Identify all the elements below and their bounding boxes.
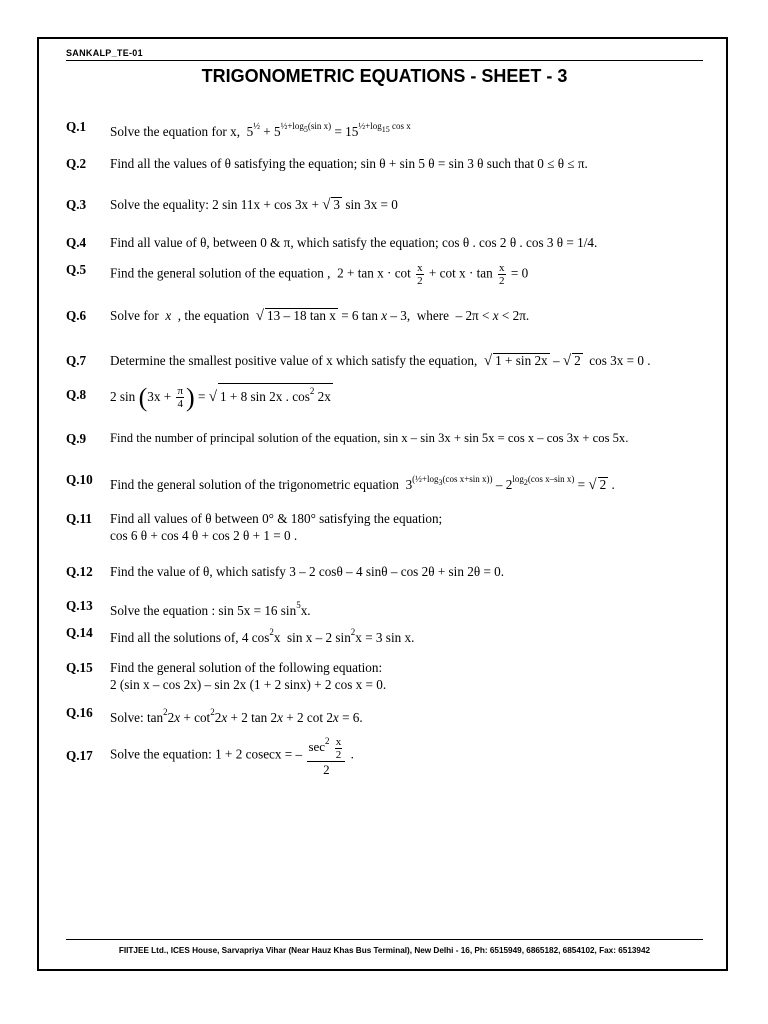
page-title: TRIGONOMETRIC EQUATIONS - SHEET - 3 bbox=[201, 66, 568, 86]
question-number: Q.6 bbox=[66, 308, 87, 323]
question-number: Q.9 bbox=[66, 431, 87, 446]
question-number: Q.17 bbox=[66, 748, 93, 763]
question-text: Find the number of principal solution of the equation, sin x – sin 3x + sin 5x = cos x – cos 3x + cos 5x. bbox=[110, 431, 629, 445]
question-text: Find the general solution of the equation , 2 + tan x · cot $\frac{x}{2}$ + cot x · tan $\frac{x}{2}$ = 0 bbox=[110, 262, 529, 287]
question-number: Q.11 bbox=[66, 511, 93, 526]
question-text: Find all value of θ, between 0 & π, which satisfy the equation; cos θ . cos 2 θ . cos 3 θ = 1/4. bbox=[110, 235, 598, 250]
question-text: Find the value of θ, which satisfy 3 – 2 cosθ – 4 sinθ – cos 2θ + sin 2θ = 0. bbox=[110, 564, 505, 579]
question-text: 2 sin (3x + $\frac{\pi}{4}$ ) = √ 1 + 8 sin 2x . $\cos^2 2x$ bbox=[110, 382, 331, 412]
sheet-code: SANKALP_TE-01 bbox=[66, 48, 143, 58]
question-number: Q.14 bbox=[66, 625, 93, 640]
question-text: Find all values of θ between 0° & 180° satisfying the equation; bbox=[110, 511, 443, 526]
question-text: Solve the equality: 2 sin 11x + cos 3x + √ 3 sin 3x = 0 bbox=[110, 197, 398, 213]
question-text: Solve for x , the equation √ 13 – 18 tan x = 6 tan x – 3, where – 2π < x < 2π. bbox=[110, 308, 530, 324]
question-text-line2: cos 6 θ + cos 4 θ + cos 2 θ + 1 = 0 . bbox=[110, 528, 298, 543]
footer-address: FIITJEE Ltd., ICES House, Sarvapriya Vihar (Near Hauz Khas Bus Terminal), New Delhi - 16, Ph: 6515949, 6865182, 6854102, Fax: 6513942 bbox=[118, 946, 651, 955]
question-number: Q.4 bbox=[66, 235, 87, 250]
question-text: Find all the values of θ satisfying the equation; sin θ + sin 5 θ = sin 3 θ such that 0 ≤ θ ≤ π. bbox=[110, 156, 588, 171]
question-number: Q.3 bbox=[66, 197, 87, 212]
question-text: Solve the equation: 1 + 2 cosecx = – $\sec^2$ $\frac{x}{2}$ 2 . bbox=[110, 735, 354, 777]
question-number: Q.8 bbox=[66, 387, 87, 402]
footer-rule bbox=[66, 939, 703, 940]
question-number: Q.12 bbox=[66, 564, 93, 579]
question-text: Find all the solutions of, 4 $\cos^2x$ sin x – 2 $\sin^2x = 3$ sin x. bbox=[110, 627, 415, 645]
question-text: Solve the equation for x, $5^{\frac{1}{2}} + 5^{\frac{1}{2}+log5(sin x)} = 15^{\frac{1}{2}+log15 cos x}$ bbox=[110, 121, 411, 139]
question-text: Determine the smallest positive value of x which satisfy the equation, √ 1 + sin 2x – √ 2 cos 3x = 0 . bbox=[110, 353, 651, 369]
page-border bbox=[37, 37, 728, 971]
header-rule bbox=[66, 60, 703, 61]
question-number: Q.13 bbox=[66, 598, 93, 613]
question-number: Q.2 bbox=[66, 156, 87, 171]
question-number: Q.15 bbox=[66, 660, 93, 675]
question-number: Q.7 bbox=[66, 353, 87, 368]
question-number: Q.1 bbox=[66, 119, 87, 134]
question-text: Solve: $\tan^22x + \cot^22x + 2$ tan 2x + 2 cot 2x = 6. bbox=[110, 707, 363, 725]
question-text: Find the general solution of the following equation: bbox=[110, 660, 383, 675]
question-text: Find the general solution of the trigonometric equation $3^{(\frac{1}{2}+log3(cos x+sin x))} - 2^{log2(cos x-sin x)}$ = √ 2 . bbox=[110, 474, 615, 493]
question-number: Q.10 bbox=[66, 472, 93, 487]
question-number: Q.5 bbox=[66, 262, 87, 277]
question-text: Solve the equation : sin 5x = 16 $\sin^5x$. bbox=[110, 600, 311, 618]
question-number: Q.16 bbox=[66, 705, 93, 720]
question-text-line2: 2 (sin x – cos 2x) – sin 2x (1 + 2 sinx) + 2 cos x = 0. bbox=[110, 677, 387, 692]
